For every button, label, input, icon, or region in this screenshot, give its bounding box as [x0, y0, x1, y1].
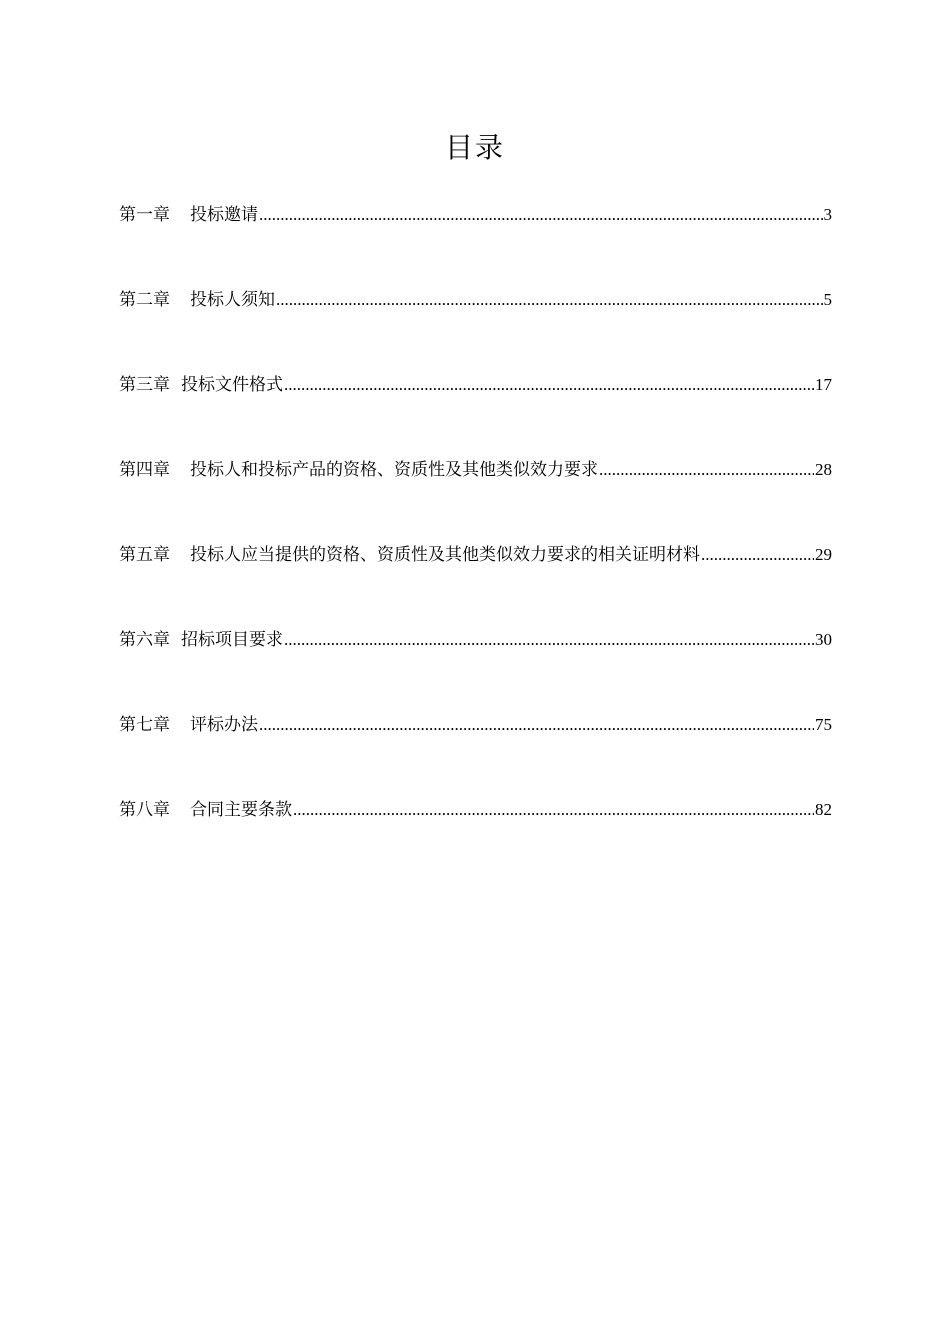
toc-dot-leader [259, 201, 823, 229]
toc-entry-chapter-3[interactable] [119, 371, 832, 456]
toc-page-number: 30 [815, 630, 832, 649]
toc-dot-leader [284, 626, 814, 654]
toc-chapter-title: 评标办法 [190, 715, 258, 735]
toc-dot-leader [276, 286, 823, 314]
toc-page-number: 17 [815, 375, 832, 394]
toc-chapter-title: 投标人须知 [190, 290, 275, 310]
toc-chapter-number: 第六章 [119, 630, 170, 650]
toc-chapter-number: 第三章 [119, 375, 170, 395]
toc-dot-leader [293, 796, 814, 824]
toc-chapter-number: 第七章 [119, 715, 170, 735]
toc-chapter-number: 第一章 [119, 205, 170, 225]
toc-entry-chapter-4[interactable] [119, 456, 832, 541]
toc-chapter-number: 第五章 [119, 545, 170, 565]
toc-page-number: 28 [815, 460, 832, 479]
toc-entry-chapter-5[interactable] [119, 541, 832, 626]
toc-chapter-title: 投标人应当提供的资格、资质性及其他类似效力要求的相关证明材料 [190, 545, 700, 565]
toc-page-number: 5 [823, 290, 832, 309]
toc-page-number: 3 [823, 205, 832, 224]
toc-page-number: 82 [815, 800, 832, 819]
toc-entry-chapter-2[interactable] [119, 286, 832, 371]
toc-chapter-number: 第二章 [119, 290, 170, 310]
toc-page-number: 75 [815, 715, 832, 734]
toc-entry-chapter-7[interactable] [119, 711, 832, 796]
toc-dot-leader [599, 456, 814, 484]
toc-entry-chapter-1[interactable] [119, 201, 832, 286]
toc-chapter-title: 招标项目要求 [181, 630, 283, 650]
toc-chapter-number: 第四章 [119, 460, 170, 480]
toc-entry-chapter-6[interactable] [119, 626, 832, 711]
toc-dot-leader [259, 711, 814, 739]
toc-entry-chapter-8[interactable] [119, 796, 832, 881]
toc-dot-leader [701, 541, 814, 569]
toc-title: 目录 [444, 131, 505, 164]
toc-chapter-title: 投标邀请 [190, 205, 258, 225]
toc-dot-leader [284, 371, 814, 399]
toc-chapter-title: 投标文件格式 [181, 375, 283, 395]
toc-page-number: 29 [815, 545, 832, 564]
toc-chapter-title: 投标人和投标产品的资格、资质性及其他类似效力要求 [190, 460, 598, 480]
toc-list [119, 201, 832, 881]
toc-chapter-number: 第八章 [119, 800, 170, 820]
toc-chapter-title: 合同主要条款 [190, 800, 292, 820]
